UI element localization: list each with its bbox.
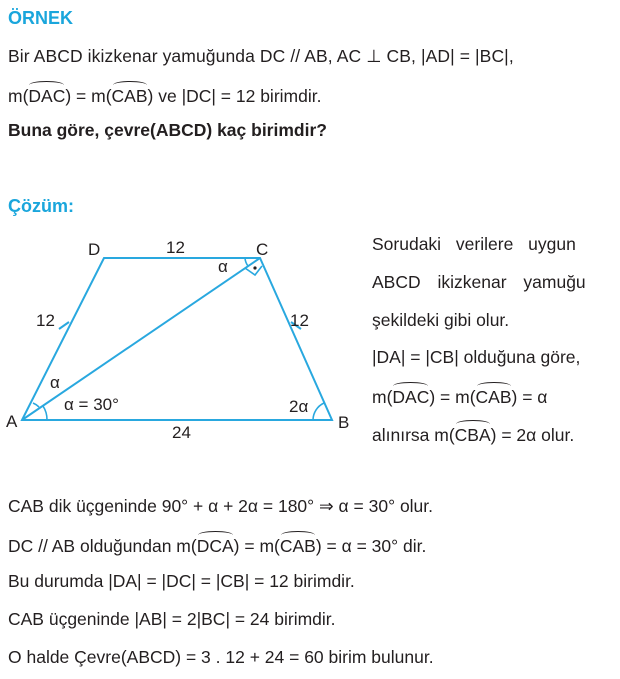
step-2 xyxy=(8,534,426,557)
angle-cba: CBA xyxy=(454,425,491,445)
step-1: CAB dik üçgeninde 90° + α + 2α = 180° ⇒ α = 30° olur. xyxy=(8,496,434,516)
angle-dca: DCA xyxy=(196,536,234,556)
q2-pre: m( xyxy=(8,86,29,106)
arc-2alpha-b xyxy=(313,403,324,420)
length-ad: 12 xyxy=(36,311,55,330)
s2-pre: DC // AB olduğundan m( xyxy=(8,536,197,556)
question-line-2 xyxy=(8,84,321,107)
explanation-line-5 xyxy=(372,385,547,408)
e5-pre: m( xyxy=(372,387,393,407)
s2-mid: ) = m( xyxy=(233,536,280,556)
label-b: B xyxy=(338,413,350,432)
alpha-a-top: α xyxy=(50,373,60,392)
e5-post: ) = α xyxy=(511,387,548,407)
e6-post: ) = 2α olur. xyxy=(490,425,575,445)
arc-alpha-c xyxy=(245,258,248,266)
s2-post: ) = α = 30° dir. xyxy=(315,536,427,556)
question-line-1: Bir ABCD ikizkenar yamuğunda DC // AB, AC ⊥ CB, |AD| = |BC|, xyxy=(8,46,514,66)
e6-pre: alınırsa m( xyxy=(372,425,455,445)
explanation-line-2: ABCD ikizkenar yamuğu xyxy=(372,272,586,292)
q2-mid: ) = m( xyxy=(65,86,112,106)
question-line-3: Buna göre, çevre(ABCD) kaç birimdir? xyxy=(8,120,327,140)
arc-alpha-a xyxy=(43,406,47,420)
label-a: A xyxy=(6,412,18,431)
angle-dac-2: DAC xyxy=(392,387,430,407)
alpha-c: α xyxy=(218,257,228,276)
angle-cab-2: CAB xyxy=(475,387,512,407)
label-d: D xyxy=(88,240,101,259)
step-5: O halde Çevre(ABCD) = 3 . 12 + 24 = 60 birim bulunur. xyxy=(8,647,434,667)
length-dc: 12 xyxy=(166,238,185,257)
angle-cab: CAB xyxy=(111,86,148,106)
angle-cab-3: CAB xyxy=(279,536,316,556)
e5-mid: ) = m( xyxy=(429,387,476,407)
angle-b-value: 2α xyxy=(289,397,309,416)
trapezoid-figure xyxy=(0,228,360,468)
step-4: CAB üçgeninde |AB| = 2|BC| = 24 birimdir. xyxy=(8,609,336,629)
arc-alpha-top-a xyxy=(33,403,39,407)
label-c: C xyxy=(256,240,269,259)
explanation-line-4: |DA| = |CB| olduğuna göre, xyxy=(372,347,581,367)
example-heading: ÖRNEK xyxy=(8,8,74,28)
angle-a-value: α = 30° xyxy=(64,395,119,414)
step-3: Bu durumda |DA| = |DC| = |CB| = 12 birimdir. xyxy=(8,571,355,591)
length-bc: 12 xyxy=(290,311,309,330)
diagonal-ac xyxy=(22,258,260,420)
right-angle-dot xyxy=(253,266,256,269)
q2-post: ) ve |DC| = 12 birimdir. xyxy=(147,86,322,106)
solution-heading: Çözüm: xyxy=(8,196,74,216)
explanation-line-6 xyxy=(372,423,574,446)
angle-dac: DAC xyxy=(28,86,66,106)
explanation-line-1: Sorudaki verilere uygun xyxy=(372,234,576,254)
length-ab: 24 xyxy=(172,423,191,442)
explanation-line-3: şekildeki gibi olur. xyxy=(372,310,510,330)
